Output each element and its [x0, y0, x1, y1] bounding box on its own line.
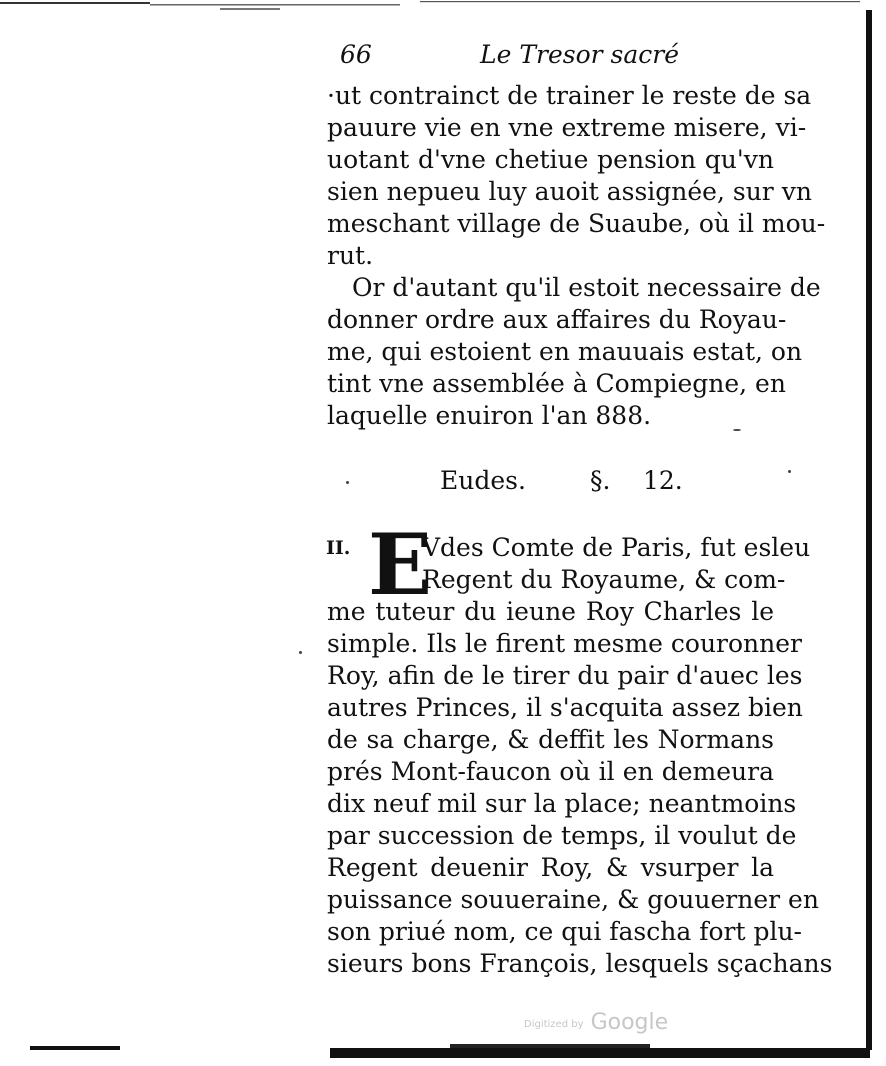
- text-line: Regent deuenir Roy, & vsurper la: [327, 853, 774, 882]
- section-mark: §.: [590, 466, 611, 495]
- text-line: me tuteur du ieune Roy Charles le: [327, 597, 774, 626]
- text-line: uotant d'vne chetiue pension qu'vn: [327, 145, 774, 174]
- watermark-brand: Google: [590, 1010, 669, 1035]
- speck: [346, 481, 349, 484]
- text-line: simple. Ils le firent mesme couronner: [327, 629, 802, 658]
- drop-cap: E: [368, 515, 433, 614]
- page-number: 66: [340, 40, 372, 69]
- text-line: laquelle enuiron l'an 888.: [327, 401, 652, 430]
- text-line: tint vne assemblée à Compiegne, en: [327, 369, 786, 398]
- text-line: Or d'autant qu'il estoit necessaire de: [352, 273, 821, 302]
- text-line: prés Mont-faucon où il en demeura: [327, 757, 774, 786]
- page-header: [340, 40, 680, 74]
- text-line: meschant village de Suaube, où il mou-: [327, 209, 826, 238]
- section-heading: [440, 466, 690, 500]
- watermark-prefix: Digitized by: [524, 1019, 584, 1030]
- text-line: ·ut contrainct de trainer le reste de sa: [327, 81, 812, 110]
- text-line: rut.: [327, 241, 374, 270]
- text-line: puissance souueraine, & gouuerner en: [327, 885, 819, 914]
- text-line: sieurs bons François, lesquels sçachans: [327, 949, 833, 978]
- text-line: me, qui estoient en mauuais estat, on: [327, 337, 803, 366]
- text-line: Regent du Royaume, & com-: [422, 565, 786, 594]
- text-line: autres Princes, il s'acquita assez bien: [327, 693, 803, 722]
- text-line: Vdes Comte de Paris, fut esleu: [422, 533, 811, 562]
- scan-right-edge: [866, 10, 872, 1050]
- margin-number: II.: [326, 537, 351, 559]
- speck: [788, 470, 791, 473]
- text-line: son priué nom, ce qui fascha fort plu-: [327, 917, 802, 946]
- text-line: dix neuf mil sur la place; neantmoins: [327, 789, 797, 818]
- text-line: sien nepueu luy auoit assignée, sur vn: [327, 177, 812, 206]
- text-line: de sa charge, & deffit les Normans: [327, 725, 774, 754]
- running-title: Le Tresor sacré: [480, 40, 680, 69]
- text-line: pauure vie en vne extreme misere, vi-: [327, 113, 807, 142]
- speck: [299, 651, 302, 654]
- text-line: donner ordre aux affaires du Royau-: [327, 305, 787, 334]
- section-number: 12.: [643, 466, 683, 495]
- text-line: Roy, afin de le tirer du pair d'auec les: [327, 661, 803, 690]
- digitized-watermark: [524, 1010, 668, 1040]
- text-line: par succession de temps, il voulut de: [327, 821, 797, 850]
- section-name: Eudes.: [440, 466, 526, 495]
- scan-bottom-edge: [0, 1040, 886, 1066]
- scan-top-edge: [0, 0, 886, 14]
